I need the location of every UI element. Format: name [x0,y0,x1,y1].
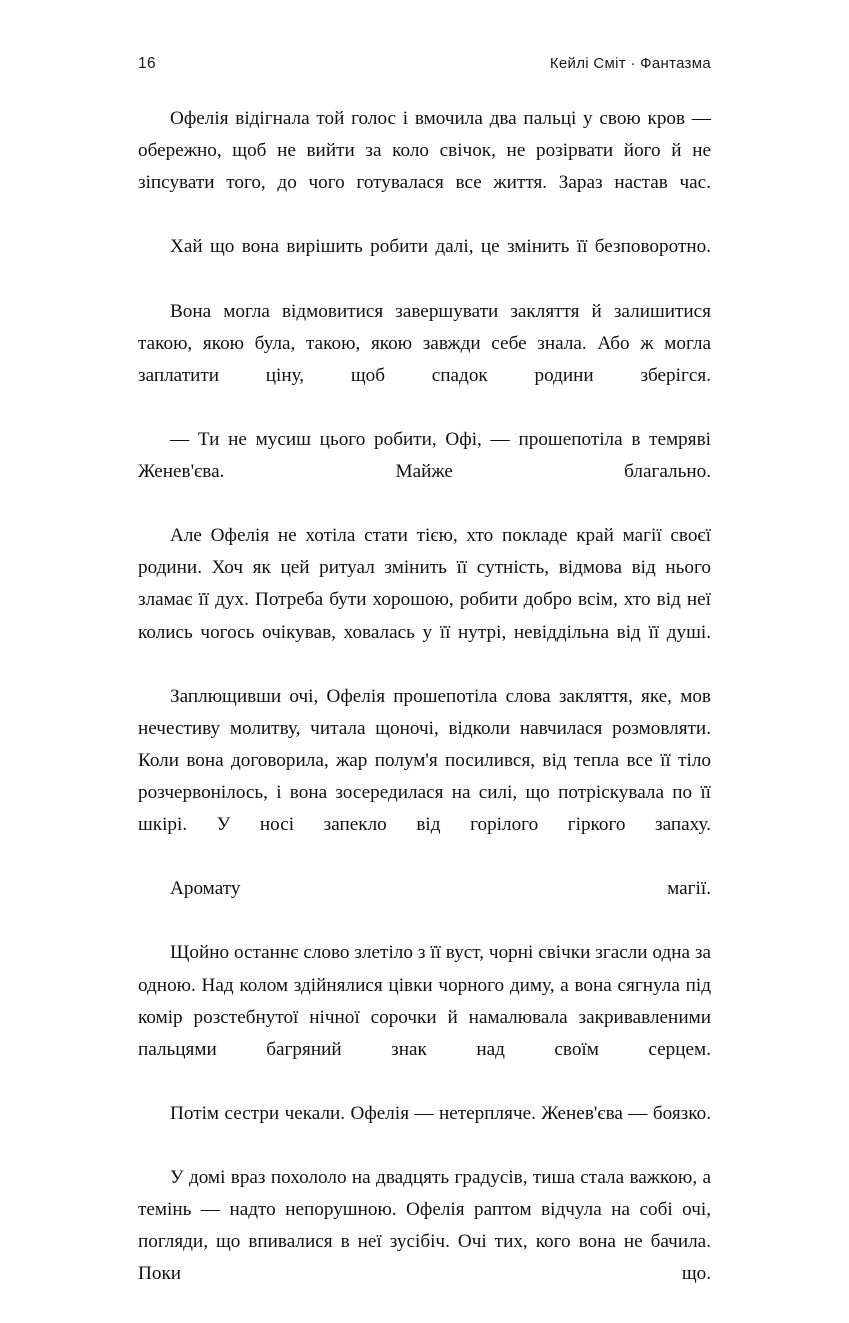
paragraph: Заплющивши очі, Офелія прошепотіла слова закляття, яке, мов нечестиву молитву, читала щоночі, відколи навчилася розмовляти. Коли вона договорила, жар полум'я посилився, від тепла все її тіло розчервонілось, і вона зосередилася на силі, що потріскувала по її шкірі. У носі запекло від горілого гіркого запаху. [138,685,711,836]
running-head [138,55,711,77]
paragraph: Аромату магії. [170,878,711,900]
paragraph: Але Офелія не хотіла стати тією, хто покладе край магії своєї родини. Хоч як цей ритуал змінить її сутність, відмова від нього зламає її дух. Потреба бути хорошою, робити добро всім, хто від неї колись чогось очікував, ховалась у її нутрі, невіддільна від її душі. [138,525,711,643]
paragraph: Вона могла відмовитися завершувати закляття й залишитися такою, якою була, такою, якою завжди себе знала. Або ж могла заплатити ціну, щоб спадок родини зберігся. [138,300,711,386]
running-head-title: Кейлі Сміт · Фантазма [549,55,711,72]
paragraph: Хай що вона вирішить робити далі, це змінить її безповоротно. [170,236,711,258]
paragraph: — Ти не мусиш цього робити, Офі, — прошепотіла в темряві Женев'єва. Майже благально. [138,428,711,483]
paragraph: Щойно останнє слово злетіло з її вуст, чорні свічки згасли одна за одною. Над колом здійнялися цівки чорного диму, а вона сягнула під комір розстебнутої нічної сорочки й намалювала закривавленими пальцями багряний знак над своїм серцем. [138,942,711,1060]
paragraph: Потім сестри чекали. Офелія — нетерпляче. Женев'єва — боязко. [170,1102,711,1124]
page-number: 16 [138,55,157,72]
paragraph: Офелія відігнала той голос і вмочила два пальці у свою кров — обережно, щоб не вийти за коло свічок, не розірвати його й не зіпсувати того, до чого готувалася все життя. Зараз настав час. [138,108,711,194]
body-text [138,103,711,1323]
paragraph: У домі враз похололо на двадцять градусів, тиша стала важкою, а темінь — надто непорушною. Офелія раптом відчула на собі очі, погляди, що впивалися в неї зусібіч. Очі тих, кого вона не бачила. Поки що. [138,1167,711,1285]
